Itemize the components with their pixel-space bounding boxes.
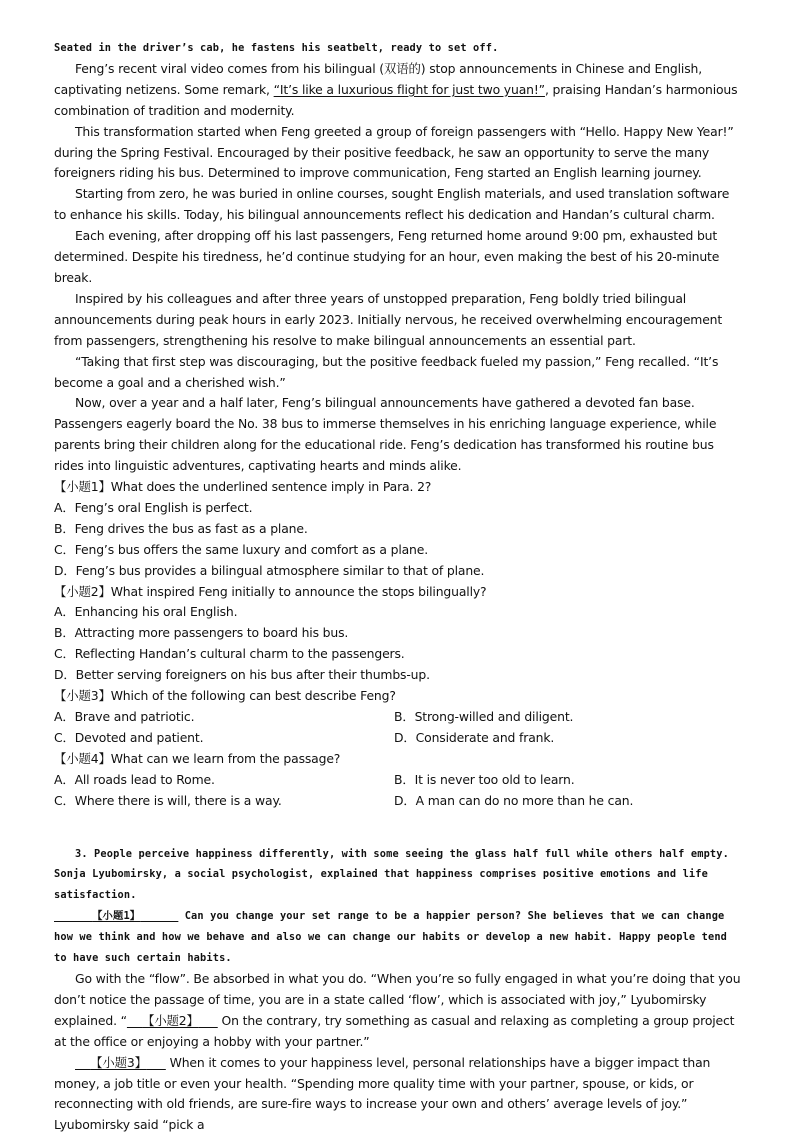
question-option[interactable]: A．Feng’s oral English is perfect. xyxy=(54,499,253,515)
answer-blank[interactable] xyxy=(75,1055,166,1070)
question-option[interactable]: D．A man can do no more than he can. xyxy=(394,792,634,808)
blank-label: 【小题1】 xyxy=(92,910,141,923)
passage-paragraph: “Taking that first step was discouraging, but the positive feedback fueled my passion,” Feng recalled. “It’s become a goal and a cherished wish.” xyxy=(54,353,719,390)
paragraph-text: Go with the “flow”. Be absorbed in what you do. “When you’re so fully engaged in what you’re doing that you don’t notice the passage of time, you are in a state called ‘flow’, which is associated with joy,” Lyubomirsky explained. “ xyxy=(54,970,741,1028)
paragraph-text: , praising Handan’s harmonious combination of tradition and modernity. xyxy=(54,81,738,118)
question-stem: 【小题1】What does the underlined sentence imply in Para. 2? xyxy=(54,479,432,495)
question-option[interactable]: C．Feng’s bus offers the same luxury and comfort as a plane. xyxy=(54,541,429,557)
passage-paragraph xyxy=(54,969,744,1053)
passage-paragraph: Each evening, after dropping off his last passengers, Feng returned home around 9:00 pm, exhausted but determined. Despite his tiredness, he’d continue studying for an hour, even making the best of his 20-minute break. xyxy=(54,228,720,285)
passage-line: Seated in the driver’s cab, he fastens his seatbelt, ready to set off. xyxy=(54,42,499,54)
question-option[interactable]: D．Feng’s bus provides a bilingual atmosphere similar to that of plane. xyxy=(54,562,485,578)
question-option[interactable]: B．Feng drives the bus as fast as a plane. xyxy=(54,520,308,536)
passage-paragraph: Inspired by his colleagues and after three years of unstopped preparation, Feng boldly tried bilingual announcements during peak hours in early 2023. Initially nervous, he received overwhelming encouragement from passengers, strengthening his resolve to make bilingual announcements an essential part. xyxy=(54,290,723,348)
paragraph-text: Can you change your set range to be a happier person? She believes that we can change how we think and how we behave and also we can change our habits or develop a new habit. Happy people tend to have such certain habits. xyxy=(54,910,728,965)
question-option[interactable]: D．Better serving foreigners on his bus after their thumbs-up. xyxy=(54,667,430,683)
answer-blank[interactable] xyxy=(127,1013,218,1028)
paragraph-text: On the contrary, try something as casual and relaxing as completing a group project at the office or enjoying a hobby with your partner.” xyxy=(54,1012,735,1049)
option-row xyxy=(54,707,744,728)
question-option[interactable]: A．All roads lead to Rome. xyxy=(54,771,215,787)
question-stem: 【小题3】Which of the following can best describe Feng? xyxy=(54,688,396,704)
paragraph-text: When it comes to your happiness level, personal relationships have a bigger impact than money, a job title or even your health. “Spending more quality time with your partner, spouse, or kids, or reconnecting with old friends, are sure-fire ways to increase your own and others’ average levels of joy.” Lyubomirsky said “pick a xyxy=(54,1054,711,1133)
option-row xyxy=(54,770,744,791)
question-option[interactable]: C．Reflecting Handan’s cultural charm to the passengers. xyxy=(54,646,405,662)
blank-label: 【小题2】 xyxy=(142,1012,199,1028)
question-stem: 【小题2】What inspired Feng initially to announce the stops bilingually? xyxy=(54,583,487,599)
passage-paragraph: 3. People perceive happiness differently, with some seeing the glass half full while others half empty. Sonja Lyubomirsky, a social psychologist, explained that happiness comprises positive emotions and life satisfaction. xyxy=(54,847,729,902)
passage-paragraph xyxy=(54,906,744,969)
option-row xyxy=(54,728,744,749)
question-option[interactable]: B．It is never too old to learn. xyxy=(394,771,575,787)
underlined-sentence: “It’s like a luxurious flight for just two yuan!” xyxy=(273,81,545,97)
passage-paragraph: Now, over a year and a half later, Feng’s bilingual announcements have gathered a devoted fan base. Passengers eagerly board the No. 38 bus to immerse themselves in his enriching language experience, while parents bring their children along for the educational ride. Feng’s dedication has transformed his routine bus rides into linguistic adventures, captivating hearts and minds alike. xyxy=(54,395,717,474)
paragraph-text: Feng’s recent viral video comes from his bilingual (双语的) stop announcements in Chinese and English, captivating netizens. Some remark, xyxy=(54,60,703,97)
question-option[interactable]: A．Brave and patriotic. xyxy=(54,709,195,724)
question-stem: 【小题4】What can we learn from the passage? xyxy=(54,750,341,766)
question-option[interactable]: B．Strong-willed and diligent. xyxy=(394,709,574,724)
section-spacer xyxy=(54,812,744,844)
question-option[interactable]: A．Enhancing his oral English. xyxy=(54,604,238,620)
option-row xyxy=(54,791,744,812)
document-page xyxy=(54,38,744,1136)
blank-label: 【小题3】 xyxy=(90,1054,147,1070)
answer-blank[interactable] xyxy=(54,910,178,922)
question-option[interactable]: B．Attracting more passengers to board his bus. xyxy=(54,625,349,641)
question-option[interactable]: D．Considerate and frank. xyxy=(394,729,555,745)
passage-paragraph xyxy=(54,59,744,122)
passage-paragraph: Starting from zero, he was buried in online courses, sought English materials, and used translation software to enhance his skills. Today, his bilingual announcements reflect his dedication and Handan’s cultural charm. xyxy=(54,186,730,223)
passage-paragraph xyxy=(54,1053,744,1136)
question-option[interactable]: C．Where there is will, there is a way. xyxy=(54,792,282,808)
question-option[interactable]: C．Devoted and patient. xyxy=(54,729,204,745)
passage-paragraph: This transformation started when Feng greeted a group of foreign passengers with “Hello. Happy New Year!” during the Spring Festival. Encouraged by their positive feedback, he saw an opportunity to serve the many foreigners riding his bus. Determined to improve communication, Feng started an English learning journey. xyxy=(54,123,734,181)
